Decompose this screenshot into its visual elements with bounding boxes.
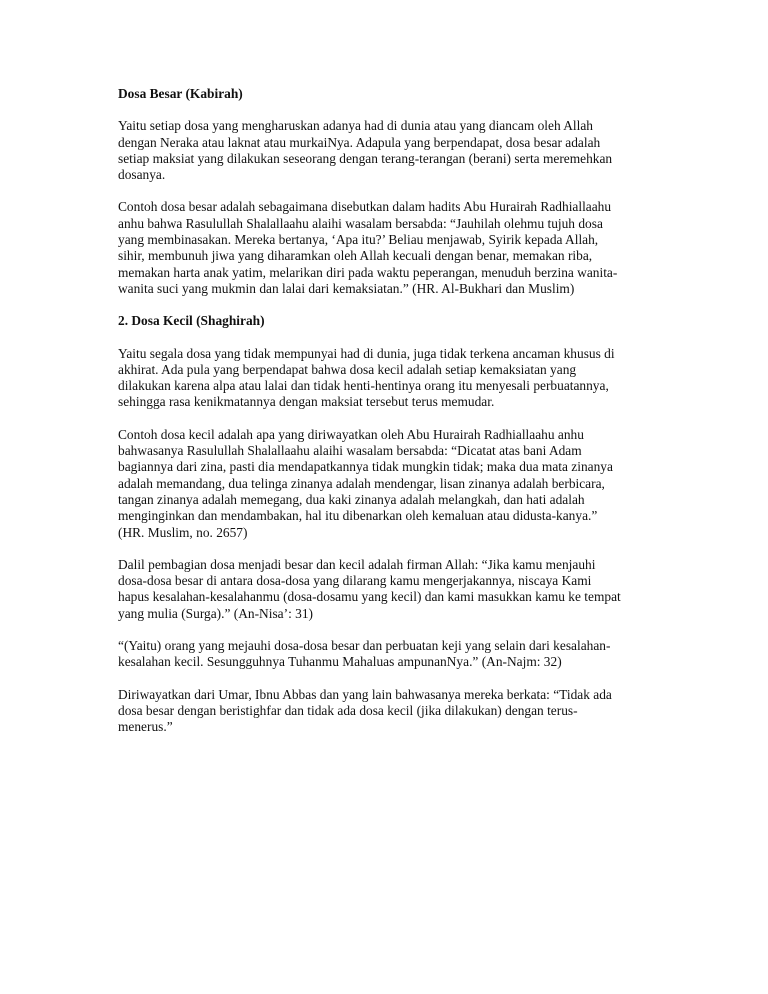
text-line: dosa besar dengan beristighfar dan tidak ada dosa kecil (jika dilakukan) dengan terus- [118, 702, 578, 718]
text-line: menginginkan dan mendambakan, hal itu dibenarkan oleh kemaluan atau didusta-kanya.” [118, 508, 598, 524]
heading-dosa-besar: Dosa Besar (Kabirah) [118, 86, 243, 101]
text-line: dengan Neraka atau laknat atau murkaiNya. Adapula yang berpendapat, dosa besar adalah [118, 134, 601, 150]
text-line: sehingga rasa kenikmatannya dengan maksiat tersebut terus memudar. [118, 394, 495, 410]
text-line: (HR. Muslim, no. 2657) [118, 524, 248, 540]
paragraph-example-dosa-besar [118, 199, 658, 297]
paragraph-dalil-pembagian [118, 557, 658, 622]
text-line: Diriwayatkan dari Umar, Ibnu Abbas dan yang lain bahwasanya mereka berkata: “Tidak ada [118, 686, 612, 702]
text-line: Contoh dosa kecil adalah apa yang diriwayatkan oleh Abu Hurairah Radhiallaahu anhu [118, 426, 584, 442]
paragraph-an-najm [118, 638, 658, 671]
document-page [118, 86, 658, 752]
text-line: setiap maksiat yang dilakukan seseorang dengan terang-terangan (berani) serta meremehkan [118, 150, 613, 166]
text-line: sihir, membunuh jiwa yang diharamkan oleh Allah kecuali dengan benar, memakan riba, [118, 248, 593, 264]
text-line: yang mulia (Surga).” (An-Nisa’: 31) [118, 605, 313, 621]
text-line: Contoh dosa besar adalah sebagaimana disebutkan dalam hadits Abu Hurairah Radhiallaahu [118, 199, 612, 215]
text-line: yang membinasakan. Mereka bertanya, ‘Apa itu?’ Beliau menjawab, Syirik kepada Allah, [118, 232, 599, 248]
paragraph-definition-dosa-kecil [118, 346, 658, 411]
paragraph-riwayat-umar [118, 687, 658, 736]
text-line: dosa-dosa besar di antara dosa-dosa yang dilarang kamu mengerjakannya, niscaya Kami [118, 573, 592, 589]
text-line: bagiannya dari zina, pasti dia mendapatkannya tidak mungkin tidak; maka dua mata zinanya [118, 459, 613, 475]
text-line: “(Yaitu) orang yang mejauhi dosa-dosa besar dan perbuatan keji yang selain dari kesalahan- [118, 638, 611, 654]
text-line: wanita suci yang mukmin dan lalai dari kemaksiatan.” (HR. Al-Bukhari dan Muslim) [118, 280, 575, 296]
text-line: memakan harta anak yatim, melarikan diri pada waktu peperangan, menuduh berzina wanita- [118, 264, 618, 280]
text-line: kesalahan kecil. Sesungguhnya Tuhanmu Mahaluas ampunanNya.” (An-Najm: 32) [118, 654, 562, 670]
text-line: adalah memandang, dua telinga zinanya adalah mendengar, lisan zinanya adalah berbicara, [118, 475, 605, 491]
paragraph-definition-dosa-besar [118, 118, 658, 183]
paragraph-example-dosa-kecil [118, 427, 658, 541]
text-line: Yaitu segala dosa yang tidak mempunyai had di dunia, juga tidak terkena ancaman khusus di [118, 345, 615, 361]
text-line: dosanya. [118, 167, 166, 183]
text-line: menerus.” [118, 719, 173, 735]
text-line: Yaitu setiap dosa yang mengharuskan adanya had di dunia atau yang diancam oleh Allah [118, 118, 593, 134]
text-line: tangan zinanya adalah memegang, dua kaki zinanya adalah melangkah, dan hati adalah [118, 491, 585, 507]
text-line: dilakukan karena alpa atau lalai dan tidak henti-hentinya orang itu menyesali perbuatannya, [118, 378, 609, 394]
text-line: Dalil pembagian dosa menjadi besar dan kecil adalah firman Allah: “Jika kamu menjauhi [118, 556, 596, 572]
heading-dosa-kecil: 2. Dosa Kecil (Shaghirah) [118, 313, 265, 329]
text-line: bahwasanya Rasulullah Shalallaahu alaihi wasalam bersabda: “Dicatat atas bani Adam [118, 443, 582, 459]
text-line: hapus kesalahan-kesalahanmu (dosa-dosamu yang kecil) dan kami masukkan kamu ke tempat [118, 589, 621, 605]
text-line: akhirat. Ada pula yang berpendapat bahwa dosa kecil adalah setiap kemaksiatan yang [118, 361, 577, 377]
text-line: anhu bahwa Rasulullah Shalallaahu alaihi wasalam bersabda: “Jauhilah olehmu tujuh dosa [118, 215, 603, 231]
